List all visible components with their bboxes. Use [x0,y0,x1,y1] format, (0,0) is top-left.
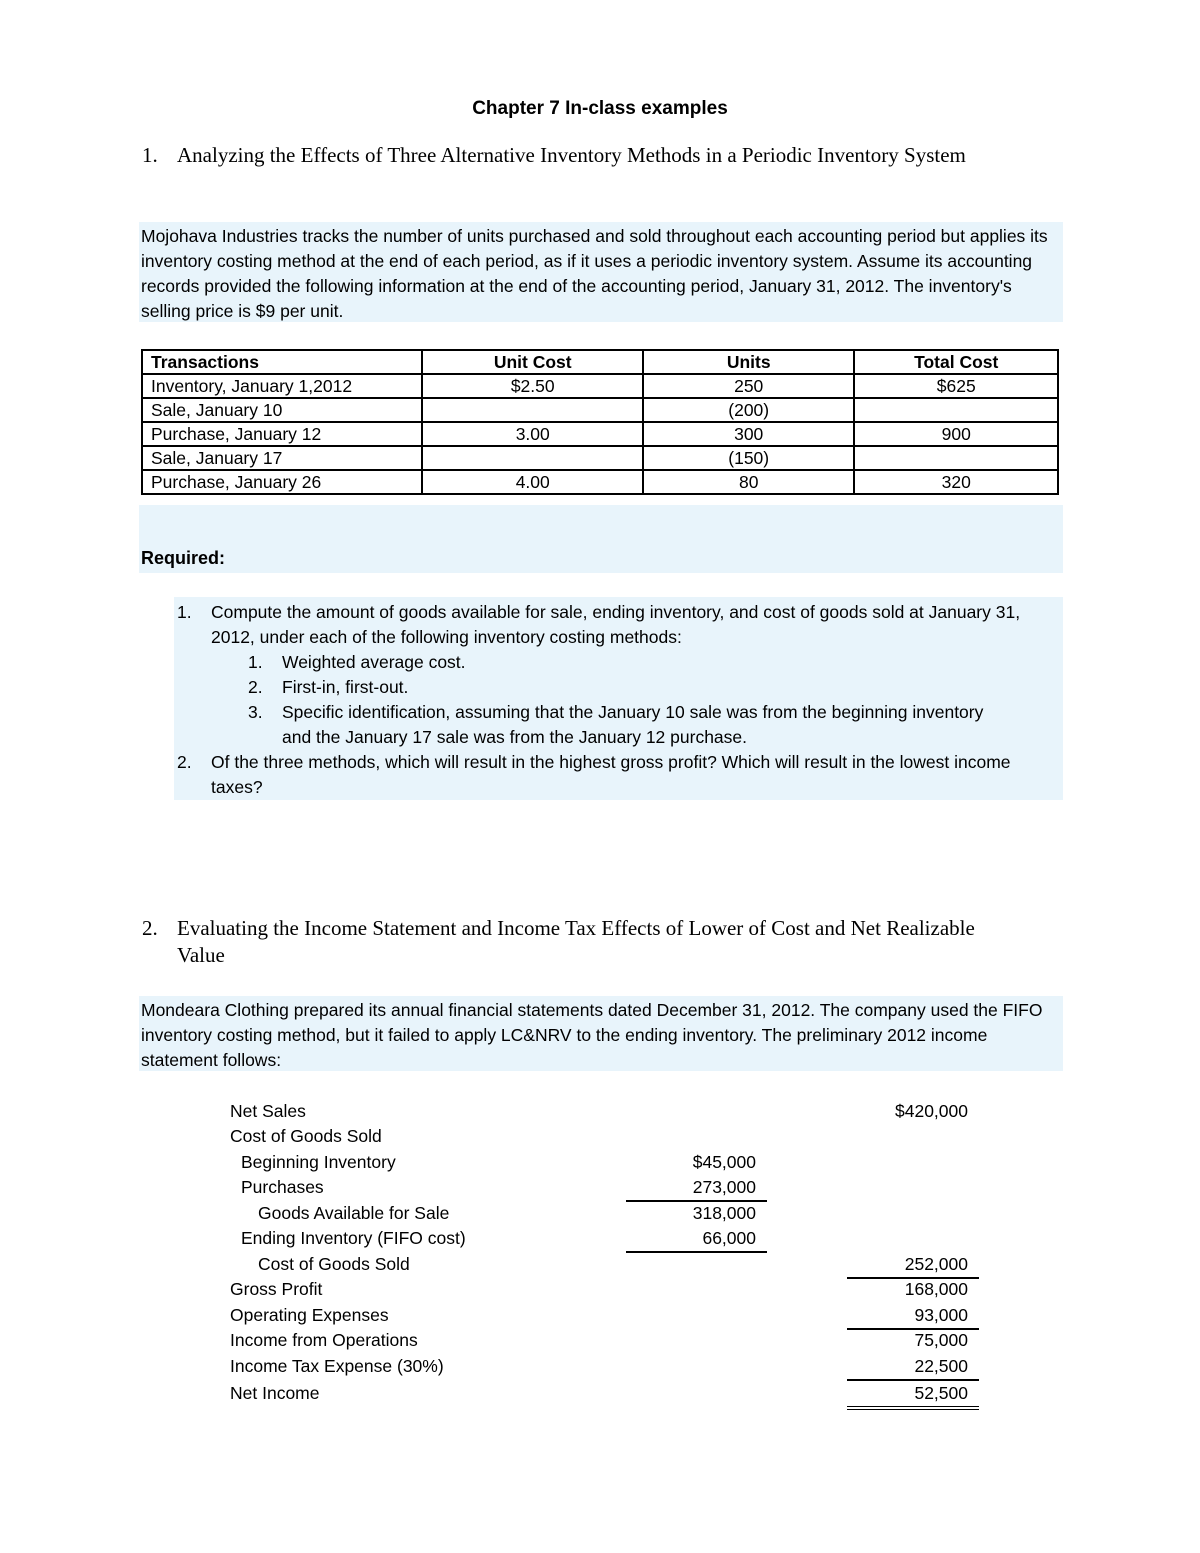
list-number: 2. [177,752,192,772]
table-cell: 300 [643,422,855,446]
required-label: Required: [141,548,226,568]
list-text: Specific identification, assuming that the January 10 sale was from the beginning inventory and the January 17 sale was from the January 12 purchase. [282,702,984,747]
statement-amount: 318,000 [692,1203,756,1223]
section1-heading [142,142,1012,169]
list-number: 1. [248,652,263,672]
column-header: Units [643,350,855,374]
table-cell: 320 [854,470,1058,494]
page-title: Chapter 7 In-class examples [472,98,728,119]
statement-label: Operating Expenses [230,1305,389,1325]
column-header: Transactions [142,350,422,374]
statement-label: Net Income [230,1383,320,1403]
section2-intro: Mondeara Clothing prepared its annual financial statements dated December 31, 2012. The company used the FIFO inventory costing method, but it failed to apply LC&NRV to the ending inventory. The preliminary 2012 income statement follows: [139,996,1063,1071]
table-row [142,470,1058,494]
list-text: Weighted average cost. [282,652,466,672]
statement-label: Goods Available for Sale [258,1203,450,1223]
table-cell: 250 [643,374,855,398]
table-cell: (200) [643,398,855,422]
required-item [177,750,1057,800]
table-cell: 900 [854,422,1058,446]
table-cell: 3.00 [422,422,642,446]
table-row [142,422,1058,446]
table-cell [854,398,1058,422]
section2-heading [142,915,1012,969]
statement-amount: 66,000 [626,1226,767,1253]
statement-label: Gross Profit [230,1279,323,1299]
table-header-row [142,350,1058,374]
statement-amount: 93,000 [847,1303,979,1330]
table-cell: Sale, January 17 [142,446,422,470]
table-cell: $2.50 [422,374,642,398]
statement-label: Net Sales [230,1101,306,1121]
required-item [177,600,1057,650]
list-number: 1. [177,602,192,622]
section2-heading-text: Evaluating the Income Statement and Income Tax Effects of Lower of Cost and Net Realizable Value [177,916,975,967]
table-row [142,374,1058,398]
column-header: Unit Cost [422,350,642,374]
statement-label: Income from Operations [230,1330,418,1350]
table-cell [854,446,1058,470]
table-cell: Sale, January 10 [142,398,422,422]
list-text: First-in, first-out. [282,677,409,697]
table-cell: 4.00 [422,470,642,494]
transactions-table [141,349,1059,495]
required-subitem [248,700,1008,750]
statement-amount: 168,000 [904,1279,968,1299]
section1-heading-text: Analyzing the Effects of Three Alternative Inventory Methods in a Periodic Inventory System [177,143,966,167]
table-row [142,446,1058,470]
table-cell: $625 [854,374,1058,398]
column-header: Total Cost [854,350,1058,374]
table-shade [139,505,1063,573]
statement-amount: $45,000 [692,1152,756,1172]
statement-label: Purchases [241,1177,324,1197]
table-cell: Purchase, January 12 [142,422,422,446]
section1-number: 1. [142,143,158,167]
table-row [142,398,1058,422]
required-subitem [248,675,1048,700]
statement-amount: 22,500 [847,1354,979,1381]
list-text: Of the three methods, which will result in the highest gross profit? Which will result in the lowest income taxes? [211,752,1011,797]
statement-label: Income Tax Expense (30%) [230,1356,444,1376]
statement-amount: $420,000 [895,1101,968,1121]
list-number: 2. [248,677,263,697]
statement-amount: 52,500 [847,1381,979,1410]
statement-label: Cost of Goods Sold [258,1254,410,1274]
table-cell [422,398,642,422]
list-number: 3. [248,702,263,722]
required-subitem [248,650,1048,675]
statement-amount: 75,000 [914,1330,968,1350]
statement-label: Cost of Goods Sold [230,1126,382,1146]
table-cell [422,446,642,470]
table-cell: (150) [643,446,855,470]
statement-label: Ending Inventory (FIFO cost) [241,1228,466,1248]
statement-amount: 273,000 [626,1175,767,1202]
table-cell: 80 [643,470,855,494]
section1-intro: Mojohava Industries tracks the number of units purchased and sold throughout each accounting period but applies its inventory costing method at the end of each period, as if it uses a periodic inventory system. Assume its accounting records provided the following information at the end of the accounting period, January 31, 2012. The inventory's selling price is $9 per unit. [139,222,1063,322]
statement-amount: 252,000 [847,1252,979,1279]
table-cell: Inventory, January 1,2012 [142,374,422,398]
statement-label: Beginning Inventory [241,1152,396,1172]
table-cell: Purchase, January 26 [142,470,422,494]
list-text: Compute the amount of goods available for sale, ending inventory, and cost of goods sold at January 31, 2012, under each of the following inventory costing methods: [211,602,1021,647]
section2-number: 2. [142,916,158,940]
